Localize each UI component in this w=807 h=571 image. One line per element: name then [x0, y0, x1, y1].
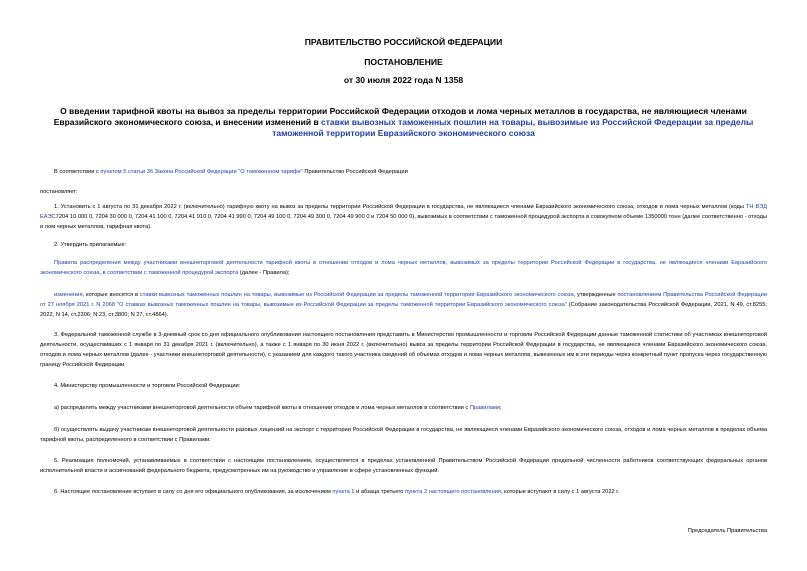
p1-text-end: 7204 10 000 0, 7204 30 000 0, 7204 41 100 0, 7204 41 910 0, 7204 41 990 0, 7204 49 100 0, 7204 49 300 0, 7204 49 900 0 и 7204 50 000 0), вывозимых в соответствии с таможенной процедурой экспорта в совокупном объеме 1350000 тонн (далее соответственно - отходы и лом черных металлов, тарифная квота). [40, 214, 767, 230]
paragraph-6 [40, 487, 767, 497]
changes-link[interactable]: изменения [54, 292, 83, 298]
government-heading: ПРАВИТЕЛЬСТВО РОССИЙСКОЙ ФЕДЕРАЦИИ [304, 37, 503, 47]
decree-2068-link[interactable]: постановлением Правительства Российской Федерации от 27 ноября 2021 г. N 2068 "О ставках вывозных таможенных пошлин на товары, вывозимые из Российской Федерации за пределы таможенной территории Евразийского экономического союза" [40, 292, 768, 308]
p2b-text-end: (Собрание законодательства Российской Федерации, 2021, N 49, ст.8255; 2022, N 14, ст.2306; N 23, ст.3800; N 27, ст.4864). [40, 302, 767, 318]
p4a-text-end: ; [500, 405, 502, 411]
decree-word: постановляет: [40, 189, 78, 195]
p6-text: 6. Настоящее постановление вступает в силу со дня его официального опубликования, за исключением [54, 489, 333, 495]
intro-text-end: Правительство Российской Федерации [302, 169, 408, 175]
p6-text-mid: и абзаца третьего [354, 489, 406, 495]
document-type: ПОСТАНОВЛЕНИЕ [364, 57, 443, 67]
paragraph-3: 3. Федеральной таможенной службе в 3-дневный срок со дня официального опубликования настоящего постановления представить в Министерство промышленности и торговли Российской Федерации данные таможенной статистики об участниках внешнеторговой деятельности, осуществивших с 1 января по 31 декабря 2021 г. (включительно), а также с 1 января по 30 июня 2022 г. (включительно) вывоз за пределы территории Российской Федерации в государства, не являющиеся членами Евразийского экономического союза, отходов и лома черных металлов (далее - участники внешнеторговой деятельности), с указанием для каждого такого участника сведений об объемах отходов и лома черных металлов, вывезенных им в эти периоды через конкретный пункт пропуска через государственную границу Российской Федерации. [40, 332, 767, 368]
paragraph-2b [40, 290, 767, 320]
paragraph-1 [40, 202, 767, 232]
title-link[interactable]: ставки вывозных таможенных пошлин на товары, вывозимые из Российской Федерации за пределы таможенной территории Евразийского экономического союза [272, 117, 754, 138]
item-2-link[interactable]: пункта 2 настоящего постановления [405, 489, 501, 495]
rules-link[interactable]: Правила распределения между участниками внешнеторговой деятельности тарифной квоты в отношении отходов и лома черных металлов, вывозимых за пределы территории Российской Федерации в государства, не являющиеся членами Евразийского экономического союза, в соответствии с таможенной процедурой экспорта [40, 260, 767, 276]
paragraph-2: 2. Утвердить прилагаемые: [54, 242, 127, 248]
tn-ved-link[interactable]: ТН ВЭД ЕАЭС [40, 204, 767, 220]
intro-law-link[interactable]: пунктом 5 статьи 36 Закона Российской Федерации "О таможенном тарифе" [100, 169, 303, 175]
duty-rates-link[interactable]: ставки вывозных таможенных пошлин на товары, вывозимые из Российской Федерации за пределы таможенной территории Евразийского экономического союза [139, 292, 574, 298]
p4a-text: а) распределять между участниками внешнеторговой деятельности объем тарифной квоты в отношении отходов и лома черных металлов в соответствии с [54, 405, 470, 411]
p2a-text-end: (далее - Правила); [238, 270, 290, 276]
p2b-text-mid: , утвержденные [573, 292, 618, 298]
intro-text: В соответствии с [54, 169, 101, 175]
paragraph-4: 4. Министерству промышленности и торговли Российской Федерации: [54, 383, 241, 389]
p6-text-end: , которые вступают в силу с 1 августа 2022 г. [500, 489, 620, 495]
item-1-link[interactable]: пункта 1 [332, 489, 355, 495]
paragraph-4b: б) осуществлять выдачу участникам внешнеторговой деятельности разовых лицензий на экспорт с территории Российской Федерации в государства, не являющиеся членами Евразийского экономического союза, отходов и лома черных металлов в пределах объема тарифной квоты, распределенного в соответствии с Правилами. [40, 427, 767, 443]
paragraph-2a [40, 258, 767, 278]
document-date-number: от 30 июля 2022 года N 1358 [343, 75, 464, 85]
p1-text: 1. Установить с 1 августа по 31 декабря 2022 г. (включительно) тарифную квоту на вывоз за пределы территории Российской Федерации в государства, не являющиеся членами Евразийского экономического союза, отходов и лома черных металлов (коды [54, 204, 746, 210]
intro-paragraph [40, 167, 767, 177]
paragraph-5: 5. Реализация полномочий, устанавливаемых в соответствии с настоящим постановлением, осуществляется в пределах установленной Правительством Российской Федерации предельной численности работников соответствующих федеральных органов исполнительной власти и ассигнований федерального бюджета, предусмотренных им на руководство и управление в сфере установленных функций. [40, 458, 767, 474]
paragraph-4a [40, 403, 767, 413]
rules-link-2[interactable]: Правилами [469, 405, 501, 411]
document-title [40, 106, 767, 139]
title-text: О введении тарифной квоты на вывоз за пределы территории Российской Федерации отходов и лома черных металлов в государства, не являющиеся членами Евразийского экономического союза, и внесении изменений в [53, 106, 747, 127]
p2b-text: , которые вносятся в [82, 292, 140, 298]
signature-title: Председатель Правительства [687, 528, 767, 534]
